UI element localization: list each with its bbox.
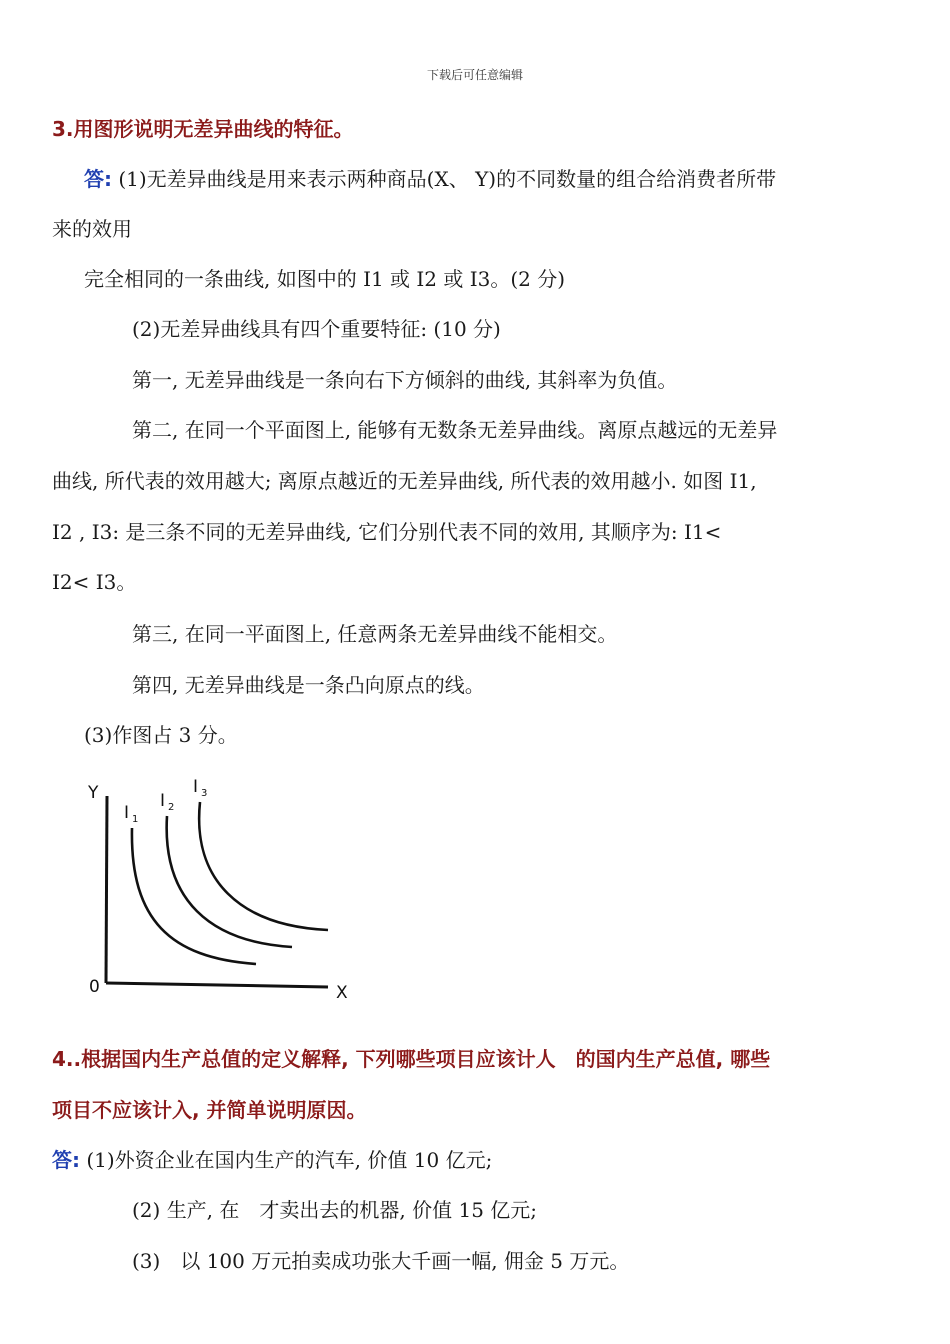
feature-3: 第三, 在同一平面图上, 任意两条无差异曲线不能相交。 [132, 622, 618, 646]
indifference-curve-figure [80, 770, 370, 1010]
feature-2-line-2: 曲线, 所代表的效用越大; 离原点越近的无差异曲线, 所代表的效用越小. 如图 I1, [52, 469, 757, 493]
curve-label-i3-sub: 3 [201, 788, 208, 799]
answer-4-item-3: (3) 以 100 万元拍卖成功张大千画一幅, 佣金 5 万元。 [132, 1249, 630, 1273]
question-3-title: 3.用图形说明无差异曲线的特征。 [52, 117, 354, 141]
answer-3-text-2: 来的效用 [52, 217, 132, 241]
x-axis [106, 983, 328, 987]
answer-label: 答: [84, 167, 112, 191]
indifference-curve-i1 [132, 828, 256, 964]
curve-label-i2-sub: 2 [168, 802, 175, 813]
feature-4: 第四, 无差异曲线是一条凸向原点的线。 [132, 673, 485, 697]
feature-2-line-1: 第二, 在同一个平面图上, 能够有无数条无差异曲线。离原点越远的无差异 [132, 418, 778, 442]
answer-4-item-1 [52, 1146, 904, 1174]
indifference-curve-i2 [167, 816, 292, 947]
answer-3-part-2: (2)无差异曲线具有四个重要特征: (10 分) [132, 317, 501, 341]
question-4-title-line-1: 4..根据国内生产总值的定义解释, 下列哪些项目应该计人 的国内生产总值, 哪些 [52, 1047, 771, 1071]
answer-3-text-1: (1)无差异曲线是用来表示两种商品(X、 Y)的不同数量的组合给消费者所带 [112, 167, 777, 191]
origin-label: 0 [89, 977, 100, 997]
curve-label-i3: I [193, 777, 199, 797]
feature-2-line-3: I2 , I3: 是三条不同的无差异曲线, 它们分别代表不同的效用, 其顺序为: I1< [52, 520, 722, 544]
page-header: 下载后可任意编辑 [426, 68, 523, 82]
answer-4-text-1: (1)外资企业在国内生产的汽车, 价值 10 亿元; [80, 1148, 493, 1172]
indifference-curve-diagram [80, 770, 370, 1010]
question-4-title-line-2: 项目不应该计入, 并简单说明原因。 [52, 1098, 367, 1122]
x-axis-label: X [336, 983, 348, 1003]
feature-1: 第一, 无差异曲线是一条向右下方倾斜的曲线, 其斜率为负值。 [132, 368, 678, 392]
curve-label-i2: I [160, 791, 166, 811]
answer-4-item-2: (2) 生产, 在 才卖出去的机器, 价值 15 亿元; [132, 1198, 538, 1222]
y-axis [106, 796, 107, 983]
y-axis-label: Y [88, 783, 99, 803]
answer-3-text-3: 完全相同的一条曲线, 如图中的 I1 或 I2 或 I3。(2 分) [84, 267, 566, 291]
answer-3-para-1 [84, 165, 936, 193]
curve-label-i1-sub: 1 [132, 814, 139, 825]
curve-label-i1: I [124, 803, 130, 823]
answer-3-part-3: (3)作图占 3 分。 [84, 723, 238, 747]
feature-2-line-4: I2< I3。 [52, 570, 137, 594]
indifference-curve-i3 [199, 802, 328, 930]
answer-label: 答: [52, 1148, 80, 1172]
